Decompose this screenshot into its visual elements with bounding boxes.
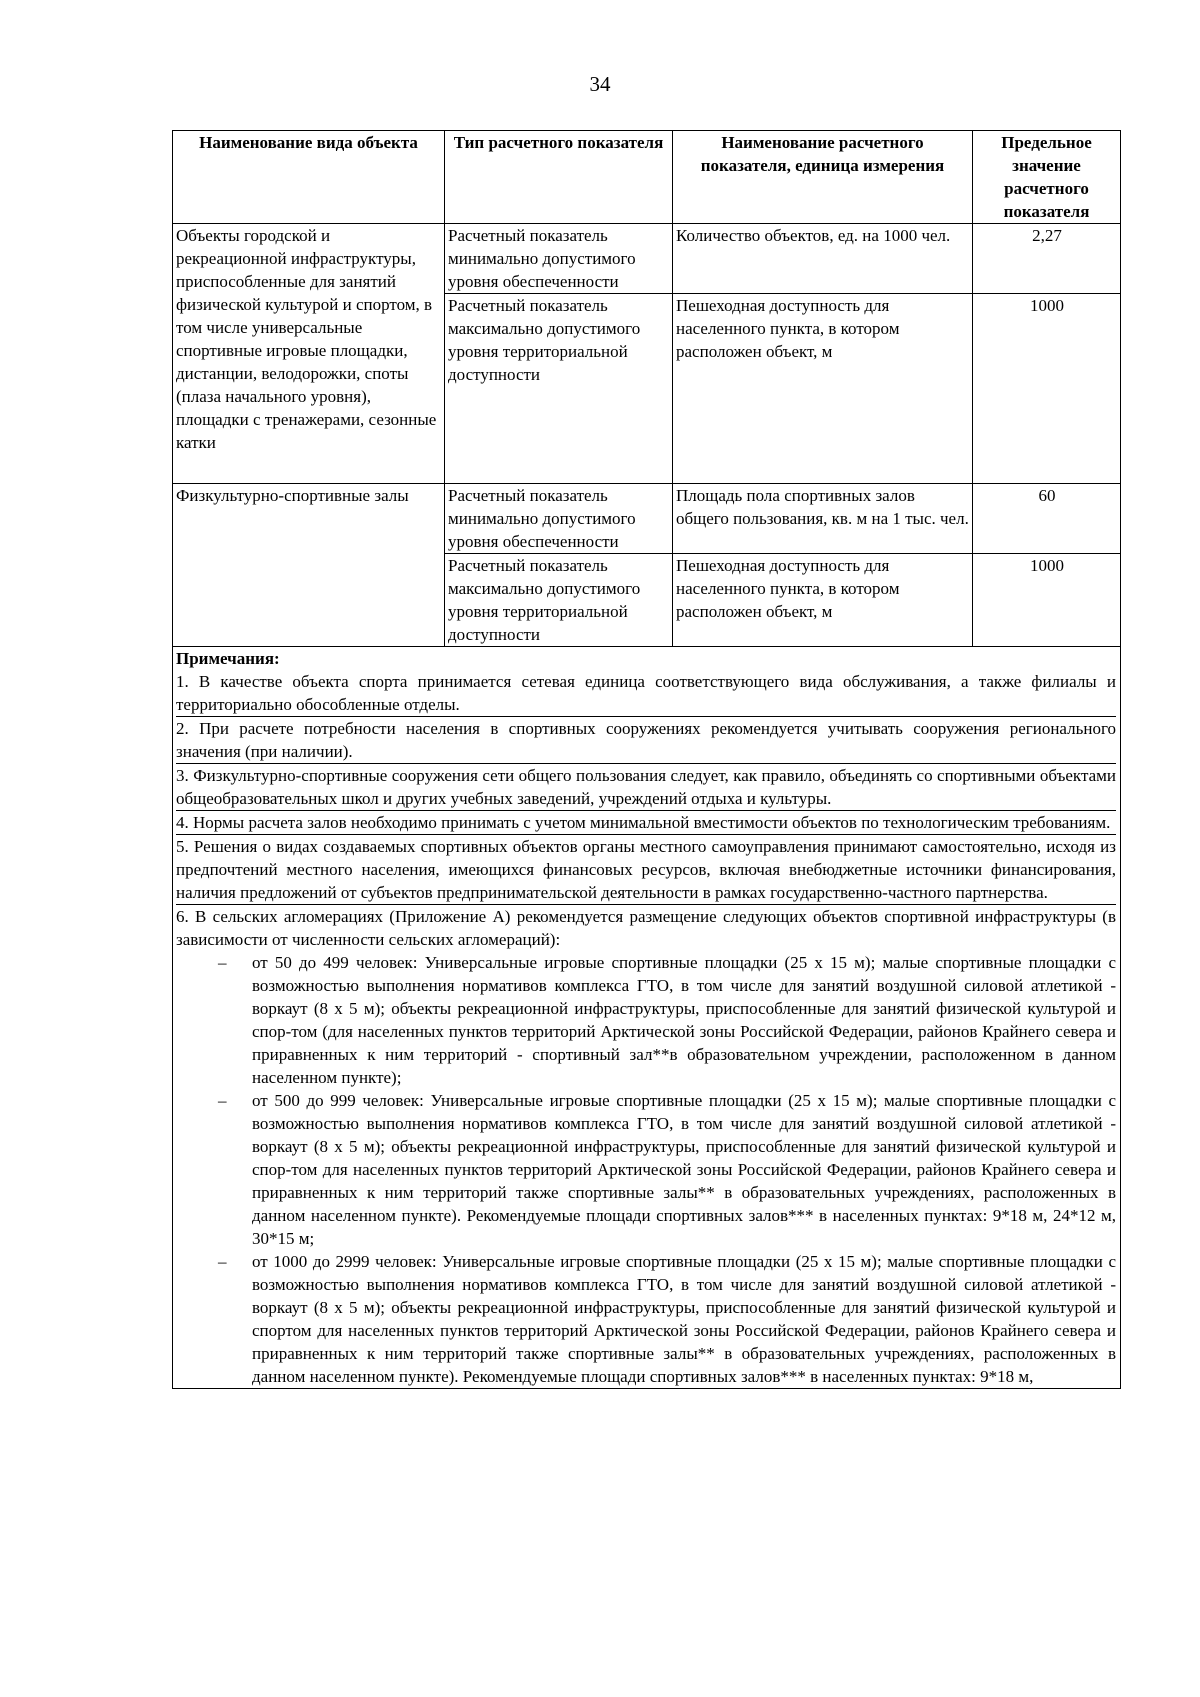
list-item [176,951,1116,1089]
list-item-text: от 1000 до 2999 человек: Универсальные игровые спортивные площадки (25 х 15 м); малые спортивные площадки с возможностью выполнения нормативов комплекса ГТО, в том числе для занятий воздушной силовой атлетикой - воркаут (8 х 5 м); объекты рекреационной инфраструктуры, приспособленные для занятий физической культурой и спортом для населенных пунктов территорий Арктической зоны Российской Федерации, районов Крайнего севера и приравненных к ним территорий также спортивные залы** в образовательных учреждениях, расположенных в данном населенном пункте). Рекомендуемые площади спортивных залов*** в населенных пунктах: 9*18 м, [252,1252,1116,1386]
indicator-type-cell: Расчетный показатель максимально допустимого уровня территориальной доступности [445,554,673,647]
notes-cell [173,647,1121,1389]
indicator-type-cell: Расчетный показатель минимально допустимого уровня обеспеченности [445,484,673,554]
value-cell: 2,27 [973,224,1121,294]
notes-title: Примечания: [176,649,280,668]
indicator-type-cell: Расчетный показатель максимально допустимого уровня территориальной доступности [445,294,673,484]
note-item: 1. В качестве объекта спорта принимается сетевая единица соответствующего вида обслуживания, а также филиалы и территориально обособленные отделы. [176,672,1116,714]
page-number: 34 [589,72,611,96]
dash-marker: – [218,953,227,972]
note-item: 2. При расчете потребности населения в спортивных сооружениях рекомендуется учитывать сооружения регионального значения (при наличии). [176,716,1116,763]
notes-row [173,647,1121,1389]
header-object-type: Наименование вида объекта [173,131,445,224]
value-cell: 1000 [973,294,1121,484]
object-cell: Объекты городской и рекреационной инфраструктуры, приспособленные для занятий физической культурой и спортом, в том числе универсальные спортивные игровые площадки, дистанции, велодорожки, споты (плаза начального уровня), площадки с тренажерами, сезонные катки [173,224,445,484]
indicator-name-cell: Пешеходная доступность для населенного пункта, в котором расположен объект, м [673,554,973,647]
table-row [173,224,1121,294]
indicator-name-cell: Площадь пола спортивных залов общего пользования, кв. м на 1 тыс. чел. [673,484,973,554]
dash-marker: – [218,1252,227,1271]
list-item-text: от 500 до 999 человек: Универсальные игровые спортивные площадки (25 х 15 м); малые спортивные площадки с возможностью выполнения нормативов комплекса ГТО, в том числе для занятий воздушной силовой атлетикой - воркаут (8 х 5 м); объекты рекреационной инфраструктуры, приспособленные для занятий физической культурой и спор-том для населенных пунктов территорий Арктической зоны Российской Федерации, районов Крайнего севера и приравненных к ним территорий также спортивные залы** в образовательных учреждениях, расположенных в данном населенном пункте). Рекомендуемые площади спортивных залов*** в населенных пунктах: 9*18 м, 24*12 м, 30*15 м; [252,1091,1116,1248]
norms-table [172,130,1121,1389]
table-header-row [173,131,1121,224]
note-item: 3. Физкультурно-спортивные сооружения сети общего пользования следует, как правило, объединять со спортивными объектами общеобразовательных школ и других учебных заведений, учреждений отдыха и культуры. [176,763,1116,810]
header-indicator-name: Наименование расчетного показателя, единица измерения [673,131,973,224]
value-cell: 60 [973,484,1121,554]
note-item: 6. В сельских агломерациях (Приложение А) рекомендуется размещение следующих объектов спортивной инфраструктуры (в зависимости от численности сельских агломераций): [176,904,1116,951]
header-limit-value: Предельное значение расчетного показателя [973,131,1121,224]
indicator-type-cell: Расчетный показатель минимально допустимого уровня обеспеченности [445,224,673,294]
list-item [176,1250,1116,1388]
list-item [176,1089,1116,1250]
indicator-name-cell: Пешеходная доступность для населенного пункта, в котором расположен объект, м [673,294,973,484]
table-row [173,484,1121,554]
note-item: 5. Решения о видах создаваемых спортивных объектов органы местного самоуправления принимают самостоятельно, исходя из предпочтений местного населения, имеющихся финансовых ресурсов, включая внебюджетные источники финансирования, наличия предложений от субъектов предпринимательской деятельности в рамках государственно-частного партнерства. [176,834,1116,904]
header-indicator-type: Тип расчетного показателя [445,131,673,224]
indicator-name-cell: Количество объектов, ед. на 1000 чел. [673,224,973,294]
agglomeration-list [176,951,1116,1388]
note-item: 4. Нормы расчета залов необходимо принимать с учетом минимальной вместимости объектов по технологическим требованиям. [176,810,1116,834]
list-item-text: от 50 до 499 человек: Универсальные игровые спортивные площадки (25 х 15 м); малые спортивные площадки с возможностью выполнения нормативов комплекса ГТО, в том числе для занятий воздушной силовой атлетикой - воркаут (8 х 5 м); объекты рекреационной инфраструктуры, приспособленные для занятий физической культурой и спор-том (для населенных пунктов территорий Арктической зоны Российской Федерации, районов Крайнего севера и приравненных к ним территорий - спортивный зал**в образовательном учреждении, расположенном в данном населенном пункте); [252,953,1116,1087]
object-cell: Физкультурно-спортивные залы [173,484,445,647]
value-cell: 1000 [973,554,1121,647]
dash-marker: – [218,1091,227,1110]
